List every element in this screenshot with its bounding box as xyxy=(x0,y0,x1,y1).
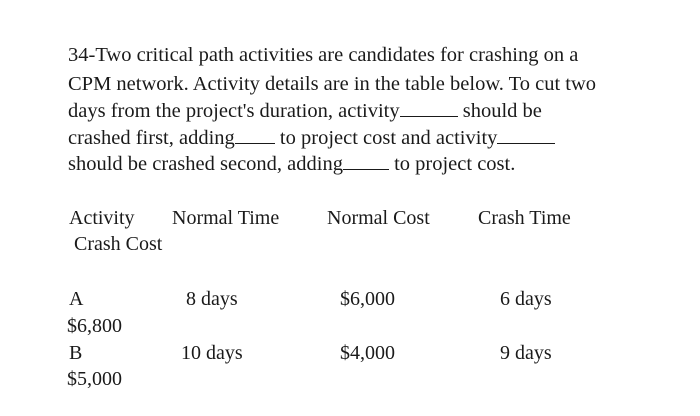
answer-blank-second-cost xyxy=(343,152,389,170)
question-line-2: CPM network. Activity details are in the table below. To cut two xyxy=(68,73,597,95)
row-b-normal-cost: $4,000 xyxy=(340,342,395,364)
row-a-crash-cost: $6,800 xyxy=(67,315,122,337)
row-b-activity: B xyxy=(69,342,83,364)
header-activity: Activity xyxy=(69,207,135,229)
question-line-5-text-b: to project cost. xyxy=(388,153,516,175)
question-line-5-text-a: should be crashed second, adding xyxy=(68,153,343,175)
header-crash-cost: Crash Cost xyxy=(74,233,163,255)
row-a-activity: A xyxy=(69,288,84,310)
header-crash-time: Crash Time xyxy=(478,207,571,229)
row-b-crash-cost: $5,000 xyxy=(67,368,122,390)
question-line-3 xyxy=(68,99,542,122)
question-line-3-text-a: days from the project's duration, activity xyxy=(68,100,400,122)
header-normal-cost: Normal Cost xyxy=(327,207,430,229)
answer-blank-second-activity xyxy=(497,126,555,144)
row-a-normal-time: 8 days xyxy=(186,288,238,310)
question-line-3-text-b: should be xyxy=(457,100,542,122)
answer-blank-first-activity xyxy=(400,99,458,117)
question-line-5 xyxy=(68,152,515,175)
question-line-1: 34-Two critical path activities are candidates for crashing on a xyxy=(68,44,579,66)
row-b-normal-time: 10 days xyxy=(181,342,243,364)
row-a-crash-time: 6 days xyxy=(500,288,552,310)
header-normal-time: Normal Time xyxy=(172,207,280,229)
row-a-normal-cost: $6,000 xyxy=(340,288,395,310)
question-line-4-text-b: to project cost and activity xyxy=(274,127,498,149)
question-line-4 xyxy=(68,126,555,149)
row-b-crash-time: 9 days xyxy=(500,342,552,364)
question-line-4-text-a: crashed first, adding xyxy=(68,127,235,149)
answer-blank-first-cost xyxy=(235,126,275,144)
